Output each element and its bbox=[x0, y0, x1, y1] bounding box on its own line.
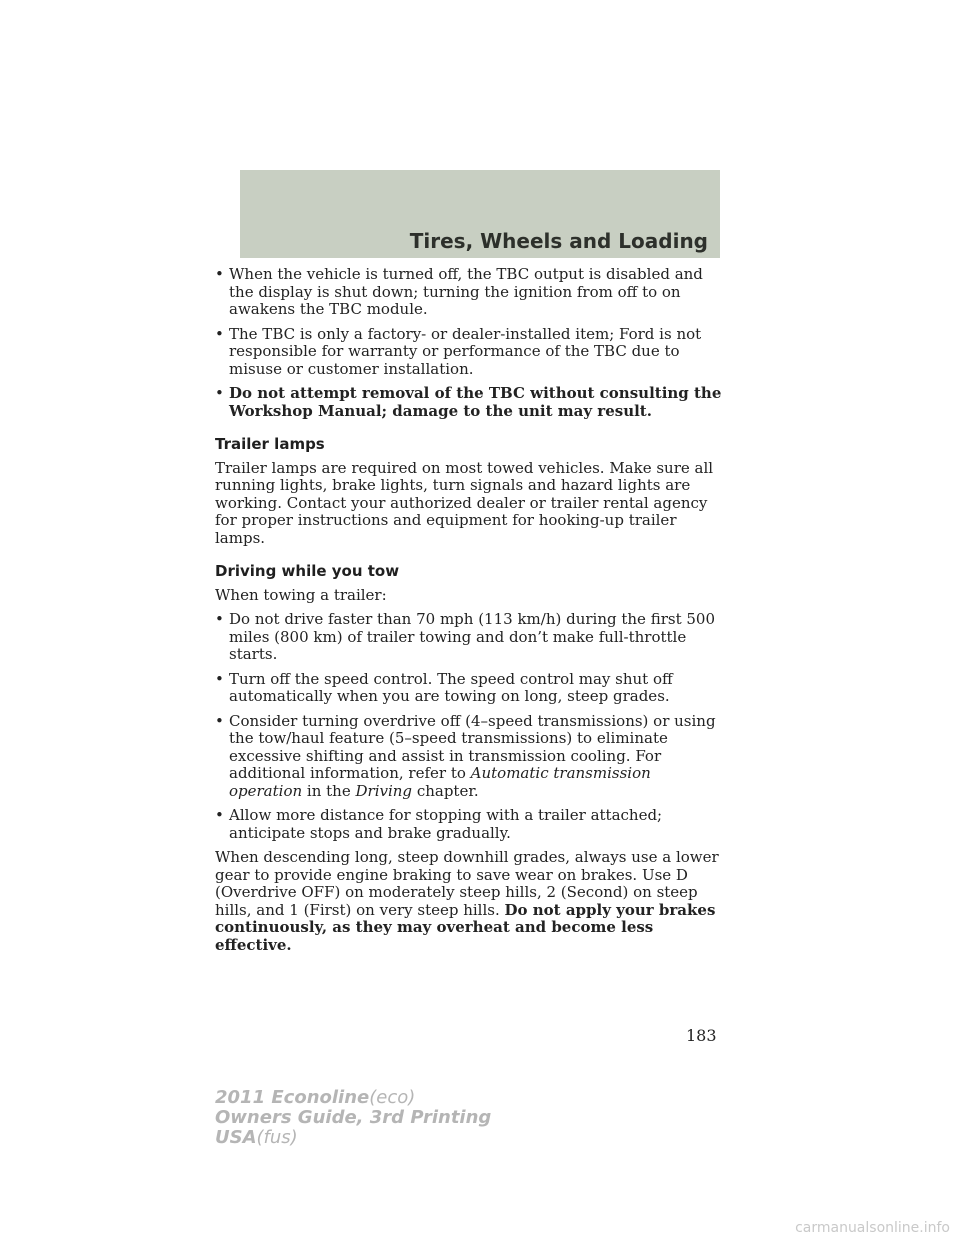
bullet-icon: • bbox=[215, 806, 224, 824]
bullet-text: Allow more distance for stopping with a trailer attached; anticipate stops and brake gradually. bbox=[229, 806, 663, 842]
cross-reference-chapter: Driving bbox=[355, 781, 413, 800]
section-heading-trailer-lamps: Trailer lamps bbox=[215, 435, 325, 453]
page-number: 183 bbox=[686, 1026, 717, 1045]
footer-model: 2011 Econoline bbox=[215, 1087, 370, 1108]
bullet-icon: • bbox=[215, 384, 224, 402]
chapter-header-band bbox=[240, 170, 720, 258]
bullet-text: Turn off the speed control. The speed control may shut off automatically when you are towing on long, steep grades. bbox=[229, 669, 673, 705]
bullet-text: in the bbox=[306, 781, 351, 800]
footer-line-guide: Owners Guide, 3rd Printing bbox=[215, 1107, 492, 1128]
chapter-title: Tires, Wheels and Loading bbox=[409, 229, 708, 253]
cross-reference-title: Automatic transmission operation bbox=[229, 764, 651, 800]
trailer-lamps-paragraph: Trailer lamps are required on most towed vehicles. Make sure all running lights, brake lights, turn signals and hazard lights are working. Contact your authorized dealer or trailer rental agency for proper instructions and equipment for hooking-up trailer lamps. bbox=[215, 458, 714, 547]
bullet-icon: • bbox=[215, 711, 224, 730]
footer-line-region bbox=[215, 1128, 491, 1148]
brake-warning-text: Do not apply your brakes continuously, as they may overheat and become less effective. bbox=[215, 900, 716, 954]
bullet-text: chapter. bbox=[416, 781, 479, 800]
descending-text: When descending long, steep downhill grades, always use a lower gear to provide engine braking to save wear on brakes. Use D (Overdrive OFF) on moderately steep hills, 2 (Second) on steep hills, and 1 (First) on very steep hills. bbox=[215, 848, 719, 919]
towing-intro: When towing a trailer: bbox=[215, 585, 387, 604]
bullet-item bbox=[215, 611, 725, 664]
bullet-text: Consider turning overdrive off (4–speed transmissions) or using the tow/haul feature (5–speed transmissions) to eliminate excessive shifting and assist in transmission cooling. For additional information, refer to bbox=[229, 711, 716, 782]
footer-model-tag: (eco) bbox=[369, 1087, 416, 1108]
bullet-icon: • bbox=[215, 324, 224, 343]
footer-region: USA bbox=[215, 1127, 257, 1148]
bullet-icon: • bbox=[215, 610, 224, 628]
bullet-item bbox=[215, 807, 725, 842]
section-heading-driving-while-towing: Driving while you tow bbox=[215, 562, 400, 580]
bullet-item bbox=[215, 266, 725, 319]
bullet-item bbox=[215, 326, 725, 379]
bullet-item-warning bbox=[215, 385, 725, 420]
bullet-icon: • bbox=[215, 265, 224, 283]
bullet-text: The TBC is only a factory- or dealer-installed item; Ford is not responsible for warranty or performance of the TBC due to misuse or customer installation. bbox=[229, 324, 702, 378]
bullet-item bbox=[215, 713, 725, 801]
bullet-item bbox=[215, 671, 725, 706]
descending-grades-paragraph bbox=[215, 849, 725, 954]
document-footer bbox=[215, 1088, 491, 1148]
page-content bbox=[215, 266, 725, 961]
footer-line-model bbox=[215, 1088, 491, 1108]
footer-region-tag: (fus) bbox=[256, 1127, 298, 1148]
bullet-icon: • bbox=[215, 669, 224, 688]
bullet-text: When the vehicle is turned off, the TBC output is disabled and the display is shut down; turning the ignition from off to on awakens the TBC module. bbox=[229, 265, 703, 318]
watermark: carmanualsonline.info bbox=[795, 1220, 950, 1236]
bullet-warning-text: Do not attempt removal of the TBC without consulting the Workshop Manual; damage to the unit may result. bbox=[229, 384, 722, 420]
bullet-text: Do not drive faster than 70 mph (113 km/h) during the first 500 miles (800 km) of trailer towing and don’t make full-throttle starts. bbox=[229, 610, 715, 663]
